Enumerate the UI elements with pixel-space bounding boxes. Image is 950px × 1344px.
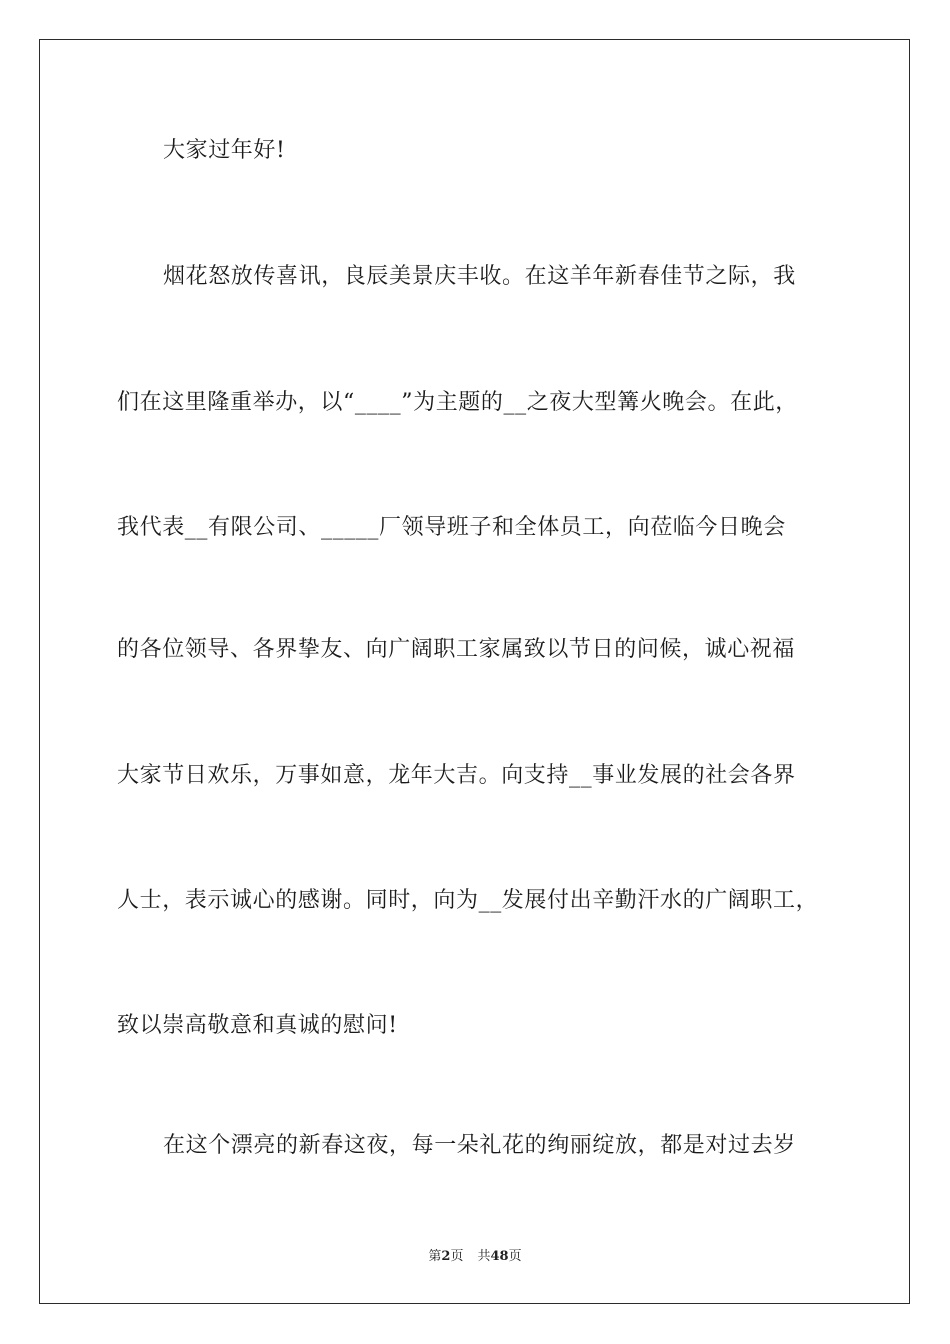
- paragraph-line-8: 在这个漂亮的新春这夜，每一朵礼花的绚丽绽放，都是对过去岁: [163, 1133, 796, 1158]
- total-page-count: 48: [490, 1249, 509, 1264]
- paragraph-line-2: 们在这里隆重举办，以“____”为主题的__之夜大型篝火晚会。在此，: [117, 390, 798, 415]
- paragraph-line-7: 致以崇高敬意和真诚的慰问!: [117, 1013, 398, 1038]
- paragraph-line-6: 人士，表示诚心的感谢。同时，向为__发展付出辛勤汗水的广阔职工，: [117, 888, 819, 913]
- paragraph-line-1: 烟花怒放传喜讯，良辰美景庆丰收。在这羊年新春佳节之际，我: [163, 264, 796, 289]
- total-suffix: 页: [508, 1249, 522, 1264]
- page-border: [39, 39, 910, 1304]
- greeting-line: 大家过年好!: [163, 138, 286, 163]
- current-page-number: 2: [441, 1249, 451, 1264]
- total-prefix: 共: [477, 1249, 491, 1264]
- page-prefix: 第: [428, 1249, 442, 1264]
- paragraph-line-3: 我代表__有限公司、_____厂领导班子和全体员工，向莅临今日晚会: [117, 515, 786, 540]
- page-footer: [0, 1248, 950, 1266]
- paragraph-line-4: 的各位领导、各界挚友、向广阔职工家属致以节日的问候，诚心祝福: [117, 637, 796, 662]
- paragraph-line-5: 大家节日欢乐，万事如意，龙年大吉。向支持__事业发展的社会各界: [117, 763, 796, 788]
- page-suffix: 页: [450, 1249, 464, 1264]
